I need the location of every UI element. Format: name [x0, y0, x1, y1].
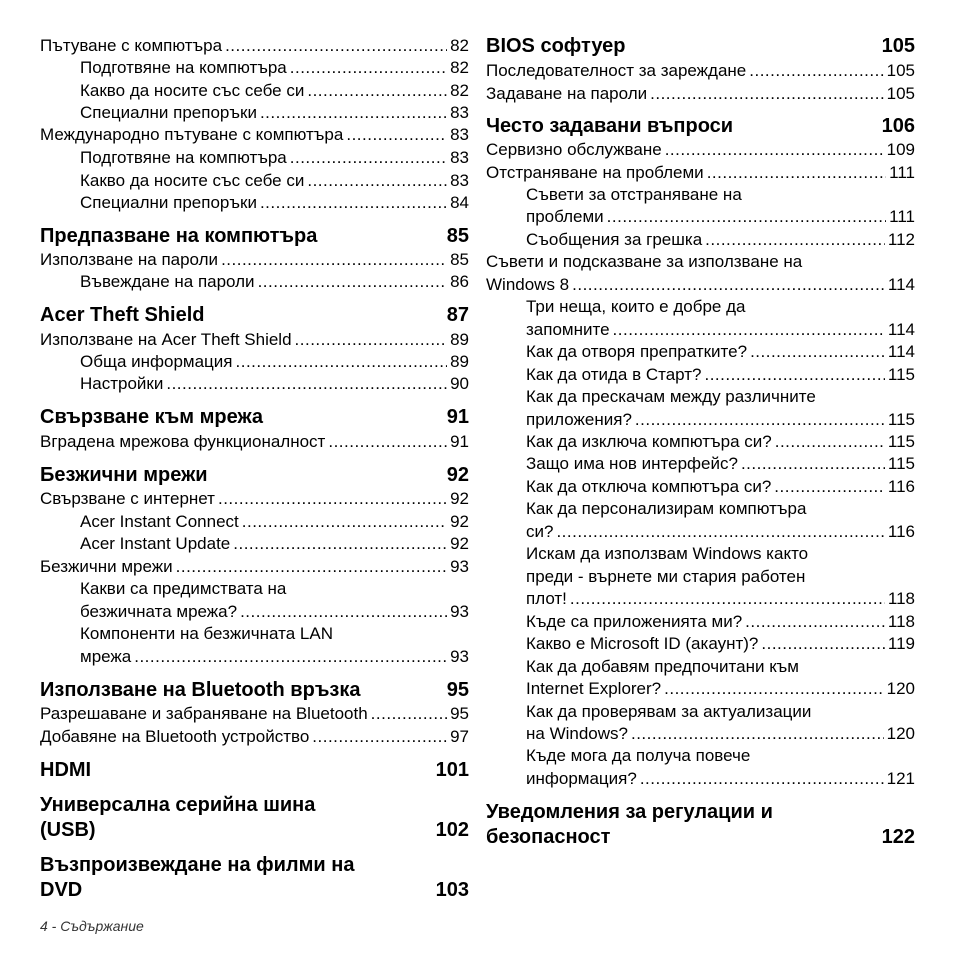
toc-entry[interactable]: Windows 8 ..... 114 — [486, 274, 915, 296]
toc-entry[interactable]: проблеми ..... 111 — [526, 206, 915, 228]
toc-entry[interactable]: Използване на Acer Theft Shield ..... 89 — [40, 329, 469, 351]
toc-section-heading[interactable]: Предпазване на компютъра 85 — [40, 225, 469, 247]
toc-entry[interactable]: Специални препоръки ..... 83 — [80, 102, 469, 124]
toc-entry[interactable]: мрежа ..... 93 — [80, 646, 469, 668]
toc-entry[interactable]: Разрешаване и забраняване на Bluetooth ..... 95 — [40, 703, 469, 725]
toc-section-heading[interactable]: Безжични мрежи 92 — [40, 464, 469, 486]
toc-entry-line1: Как да проверявам за актуализации — [526, 702, 812, 721]
toc-entry[interactable]: Въвеждане на пароли ..... 86 — [80, 271, 469, 293]
toc-entry[interactable]: Задаване на пароли ..... 105 — [486, 83, 915, 105]
toc-entry[interactable]: Свързване с интернет ..... 92 — [40, 488, 469, 510]
toc-entry[interactable]: Отстраняване на проблеми ..... 111 — [486, 162, 915, 184]
toc-entry[interactable]: Специални препоръки ..... 84 — [80, 192, 469, 214]
toc-section-heading[interactable]: Acer Theft Shield 87 — [40, 304, 469, 326]
toc-entry-line1: Съвети за отстраняване на — [526, 185, 742, 204]
toc-section-heading[interactable]: Възпроизвеждане на филми на DVD 103 — [40, 854, 469, 901]
toc-section-heading[interactable]: Уведомления за регулации и безопасност 122 — [486, 801, 915, 848]
toc-entry[interactable]: Съобщения за грешка ..... 112 — [526, 229, 915, 251]
toc-entry[interactable]: на Windows? ..... 120 — [526, 723, 915, 745]
toc-entry[interactable]: Сервизно обслужване ..... 109 — [486, 139, 915, 161]
toc-entry[interactable]: Подготвяне на компютъра ..... 83 — [80, 147, 469, 169]
toc-entry[interactable]: Защо има нов интерфейс? ..... 115 — [526, 453, 915, 475]
toc-entry[interactable]: Настройки ..... 90 — [80, 373, 469, 395]
toc-entry[interactable]: Как да отворя препратките? ..... 114 — [526, 341, 915, 363]
toc-entry[interactable]: си? ..... 116 — [526, 521, 915, 543]
page-footer: 4 - Съдържание — [40, 918, 144, 934]
toc-entry[interactable]: Вградена мрежова функционалност ..... 91 — [40, 431, 469, 453]
toc-entry[interactable]: Какво е Microsoft ID (акаунт)? ..... 119 — [526, 633, 915, 655]
toc-entry[interactable]: Как да отключа компютъра си? ..... 116 — [526, 476, 915, 498]
toc-entry[interactable]: Acer Instant Update ..... 92 — [80, 533, 469, 555]
toc-entry[interactable]: запомните ..... 114 — [526, 319, 915, 341]
toc-entry-line1: Как да прескачам между различните — [526, 387, 816, 406]
toc-section-heading[interactable]: BIOS софтуер 105 — [486, 35, 915, 57]
toc-entry-line1: Как да персонализирам компютъра — [526, 499, 807, 518]
toc-entry[interactable]: Как да отида в Старт? ..... 115 — [526, 364, 915, 386]
toc-entry[interactable]: Подготвяне на компютъра ..... 82 — [80, 57, 469, 79]
toc-entry[interactable]: Обща информация ..... 89 — [80, 351, 469, 373]
toc-entry-line1: Как да добавям предпочитани към — [526, 657, 799, 676]
toc-entry[interactable]: Как да изключа компютъра си? ..... 115 — [526, 431, 915, 453]
toc-entry[interactable]: Internet Explorer? ..... 120 — [526, 678, 915, 700]
toc-entry[interactable]: Използване на пароли ..... 85 — [40, 249, 469, 271]
toc-section-heading[interactable]: Често задавани въпроси 106 — [486, 115, 915, 137]
toc-entry-line1: Компоненти на безжичната LAN — [80, 624, 333, 643]
toc-entry[interactable]: Къде са приложенията ми? ..... 118 — [526, 611, 915, 633]
toc-entry[interactable]: информация? ..... 121 — [526, 768, 915, 790]
toc-entry[interactable]: Какво да носите със себе си ..... 83 — [80, 170, 469, 192]
toc-entry[interactable]: Последователност за зареждане ..... 105 — [486, 60, 915, 82]
toc-entry[interactable]: Пътуване с компютъра ..... 82 — [40, 35, 469, 57]
toc-section-heading[interactable]: HDMI 101 — [40, 759, 469, 781]
toc-entry[interactable]: Добавяне на Bluetooth устройство ..... 97 — [40, 726, 469, 748]
toc-entry[interactable]: Acer Instant Connect ..... 92 — [80, 511, 469, 533]
toc-entry-line1: Искам да използвам Windows както — [526, 544, 809, 563]
toc-entry-line1: Три неща, които е добре да — [526, 297, 746, 316]
toc-entry[interactable]: приложения? ..... 115 — [526, 409, 915, 431]
toc-entry-line2: преди - върнете ми стария работен — [526, 567, 806, 586]
toc-entry-line1: Съвети и подсказване за използване на — [486, 252, 803, 271]
toc-entry[interactable]: Безжични мрежи ..... 93 — [40, 556, 469, 578]
toc-entry-line1: Къде мога да получа повече — [526, 746, 751, 765]
toc-section-heading[interactable]: Свързване към мрежа 91 — [40, 406, 469, 428]
toc-entry-line1: Какви са предимствата на — [80, 579, 287, 598]
toc-section-heading[interactable]: Използване на Bluetooth връзка 95 — [40, 679, 469, 701]
toc-section-heading[interactable]: Универсална серийна шина (USB) 102 — [40, 794, 469, 841]
toc-entry[interactable]: Международно пътуване с компютъра ..... 83 — [40, 124, 469, 146]
toc-entry[interactable]: безжичната мрежа? ..... 93 — [80, 601, 469, 623]
toc-entry[interactable]: Какво да носите със себе си ..... 82 — [80, 80, 469, 102]
toc-entry[interactable]: плот! ..... 118 — [526, 588, 915, 610]
